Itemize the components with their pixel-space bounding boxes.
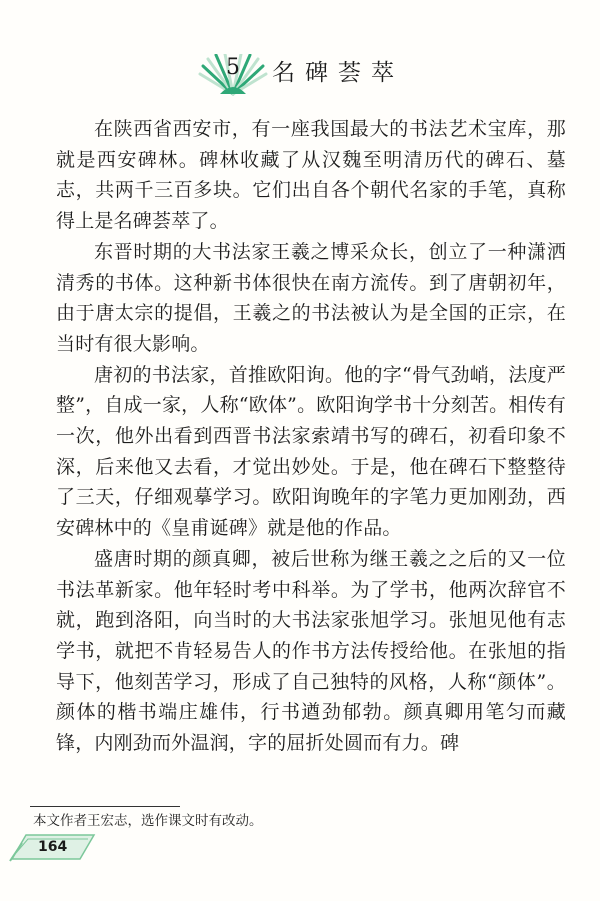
footnote-divider <box>30 806 180 807</box>
lesson-header <box>0 48 600 98</box>
lesson-title: 名碑荟萃 <box>272 60 404 86</box>
paragraph-3: 唐初的书法家，首推欧阳询。他的字“骨气劲峭，法度严整”，自成一家，人称“欧体”。欧阳询学书十分刻苦。相传有一次，他外出看到西晋书法家索靖书写的碑石，初看印象不深，后来他又去看，才觉出妙处。于是，他在碑石下整整待了三天，仔细观摹学习。欧阳询晚年的字笔力更加刚劲，西安碑林中的《皇甫诞碑》就是他的作品。 <box>56 363 566 540</box>
paragraph-2: 东晋时期的大书法家王羲之博采众长，创立了一种潇洒清秀的书体。这种新书体很快在南方流传。到了唐朝初年，由于唐太宗的提倡，王羲之的书法被认为是全国的正宗，在当时有很大影响。 <box>56 240 566 355</box>
paragraph-4: 盛唐时期的颜真卿，被后世称为继王羲之之后的又一位书法革新家。他年轻时考中科举。为了学书，他两次辞官不就，跑到洛阳，向当时的大书法家张旭学习。张旭见他有志学书，就把不肯轻易告人的作书方法传授给他。在张旭的指导下，他刻苦学习，形成了自己独特的风格，人称“颜体”。颜体的楷书端庄雄伟，行书遒劲郁勃。颜真卿用笔匀而藏锋，内刚劲而外温润，字的屈折处圆而有力。碑 <box>56 547 566 755</box>
page-number: 164 <box>38 839 68 855</box>
lesson-number: 5 <box>226 55 240 80</box>
footnote: 本文作者王宏志，选作课文时有改动。 <box>33 813 263 829</box>
article-body <box>56 114 566 759</box>
paragraph-1: 在陕西省西安市，有一座我国最大的书法艺术宝库，那就是西安碑林。碑林收藏了从汉魏至明清历代的碑石、墓志，共两千三百多块。它们出自各个朝代名家的手笔，真称得上是名碑荟萃了。 <box>56 118 566 233</box>
